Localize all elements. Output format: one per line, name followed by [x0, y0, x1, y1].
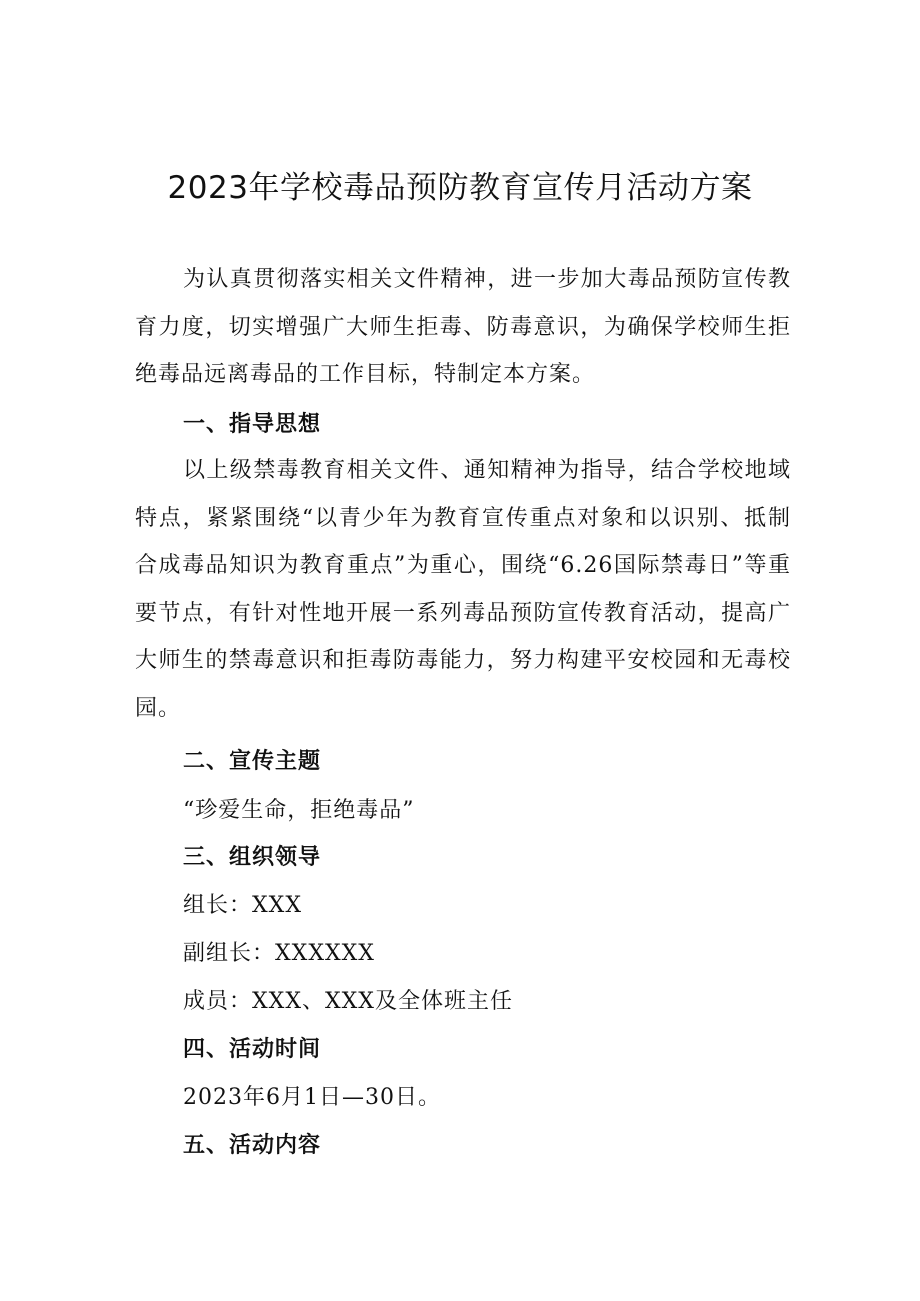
- deputy-leader-line: 副组长：XXXXXX: [183, 941, 375, 966]
- section-heading-activity-content: 五、活动内容: [183, 1133, 322, 1158]
- section-heading-activity-time: 四、活动时间: [183, 1037, 322, 1062]
- document-title: 2023年学校毒品预防教育宣传月活动方案: [167, 170, 753, 206]
- intro-paragraph: 为认真贯彻落实相关文件精神，进一步加大毒品预防宣传教育力度，切实增强广大师生拒毒、防毒意识，为确保学校师生拒绝毒品远离毒品的工作目标，特制定本方案。: [135, 267, 791, 387]
- section-heading-guiding-ideology: 一、指导思想: [183, 412, 322, 437]
- section-heading-theme: 二、宣传主题: [183, 749, 322, 774]
- leader-line: 组长：XXX: [183, 893, 302, 918]
- section-heading-organization: 三、组织领导: [183, 845, 322, 870]
- activity-time-text: 2023年6月1日—30日。: [183, 1085, 441, 1110]
- theme-text: “珍爱生命，拒绝毒品”: [183, 798, 415, 823]
- members-line: 成员：XXX、XXX及全体班主任: [183, 989, 513, 1014]
- guiding-ideology-paragraph: 以上级禁毒教育相关文件、通知精神为指导，结合学校地域特点，紧紧围绕“以青少年为教育宣传重点对象和以识别、抵制合成毒品知识为教育重点”为重心，围绕“6.26国际禁毒日”等重要节点，有针对性地开展一系列毒品预防宣传教育活动，提高广大师生的禁毒意识和拒毒防毒能力，努力构建平安校园和无毒校园。: [135, 458, 791, 721]
